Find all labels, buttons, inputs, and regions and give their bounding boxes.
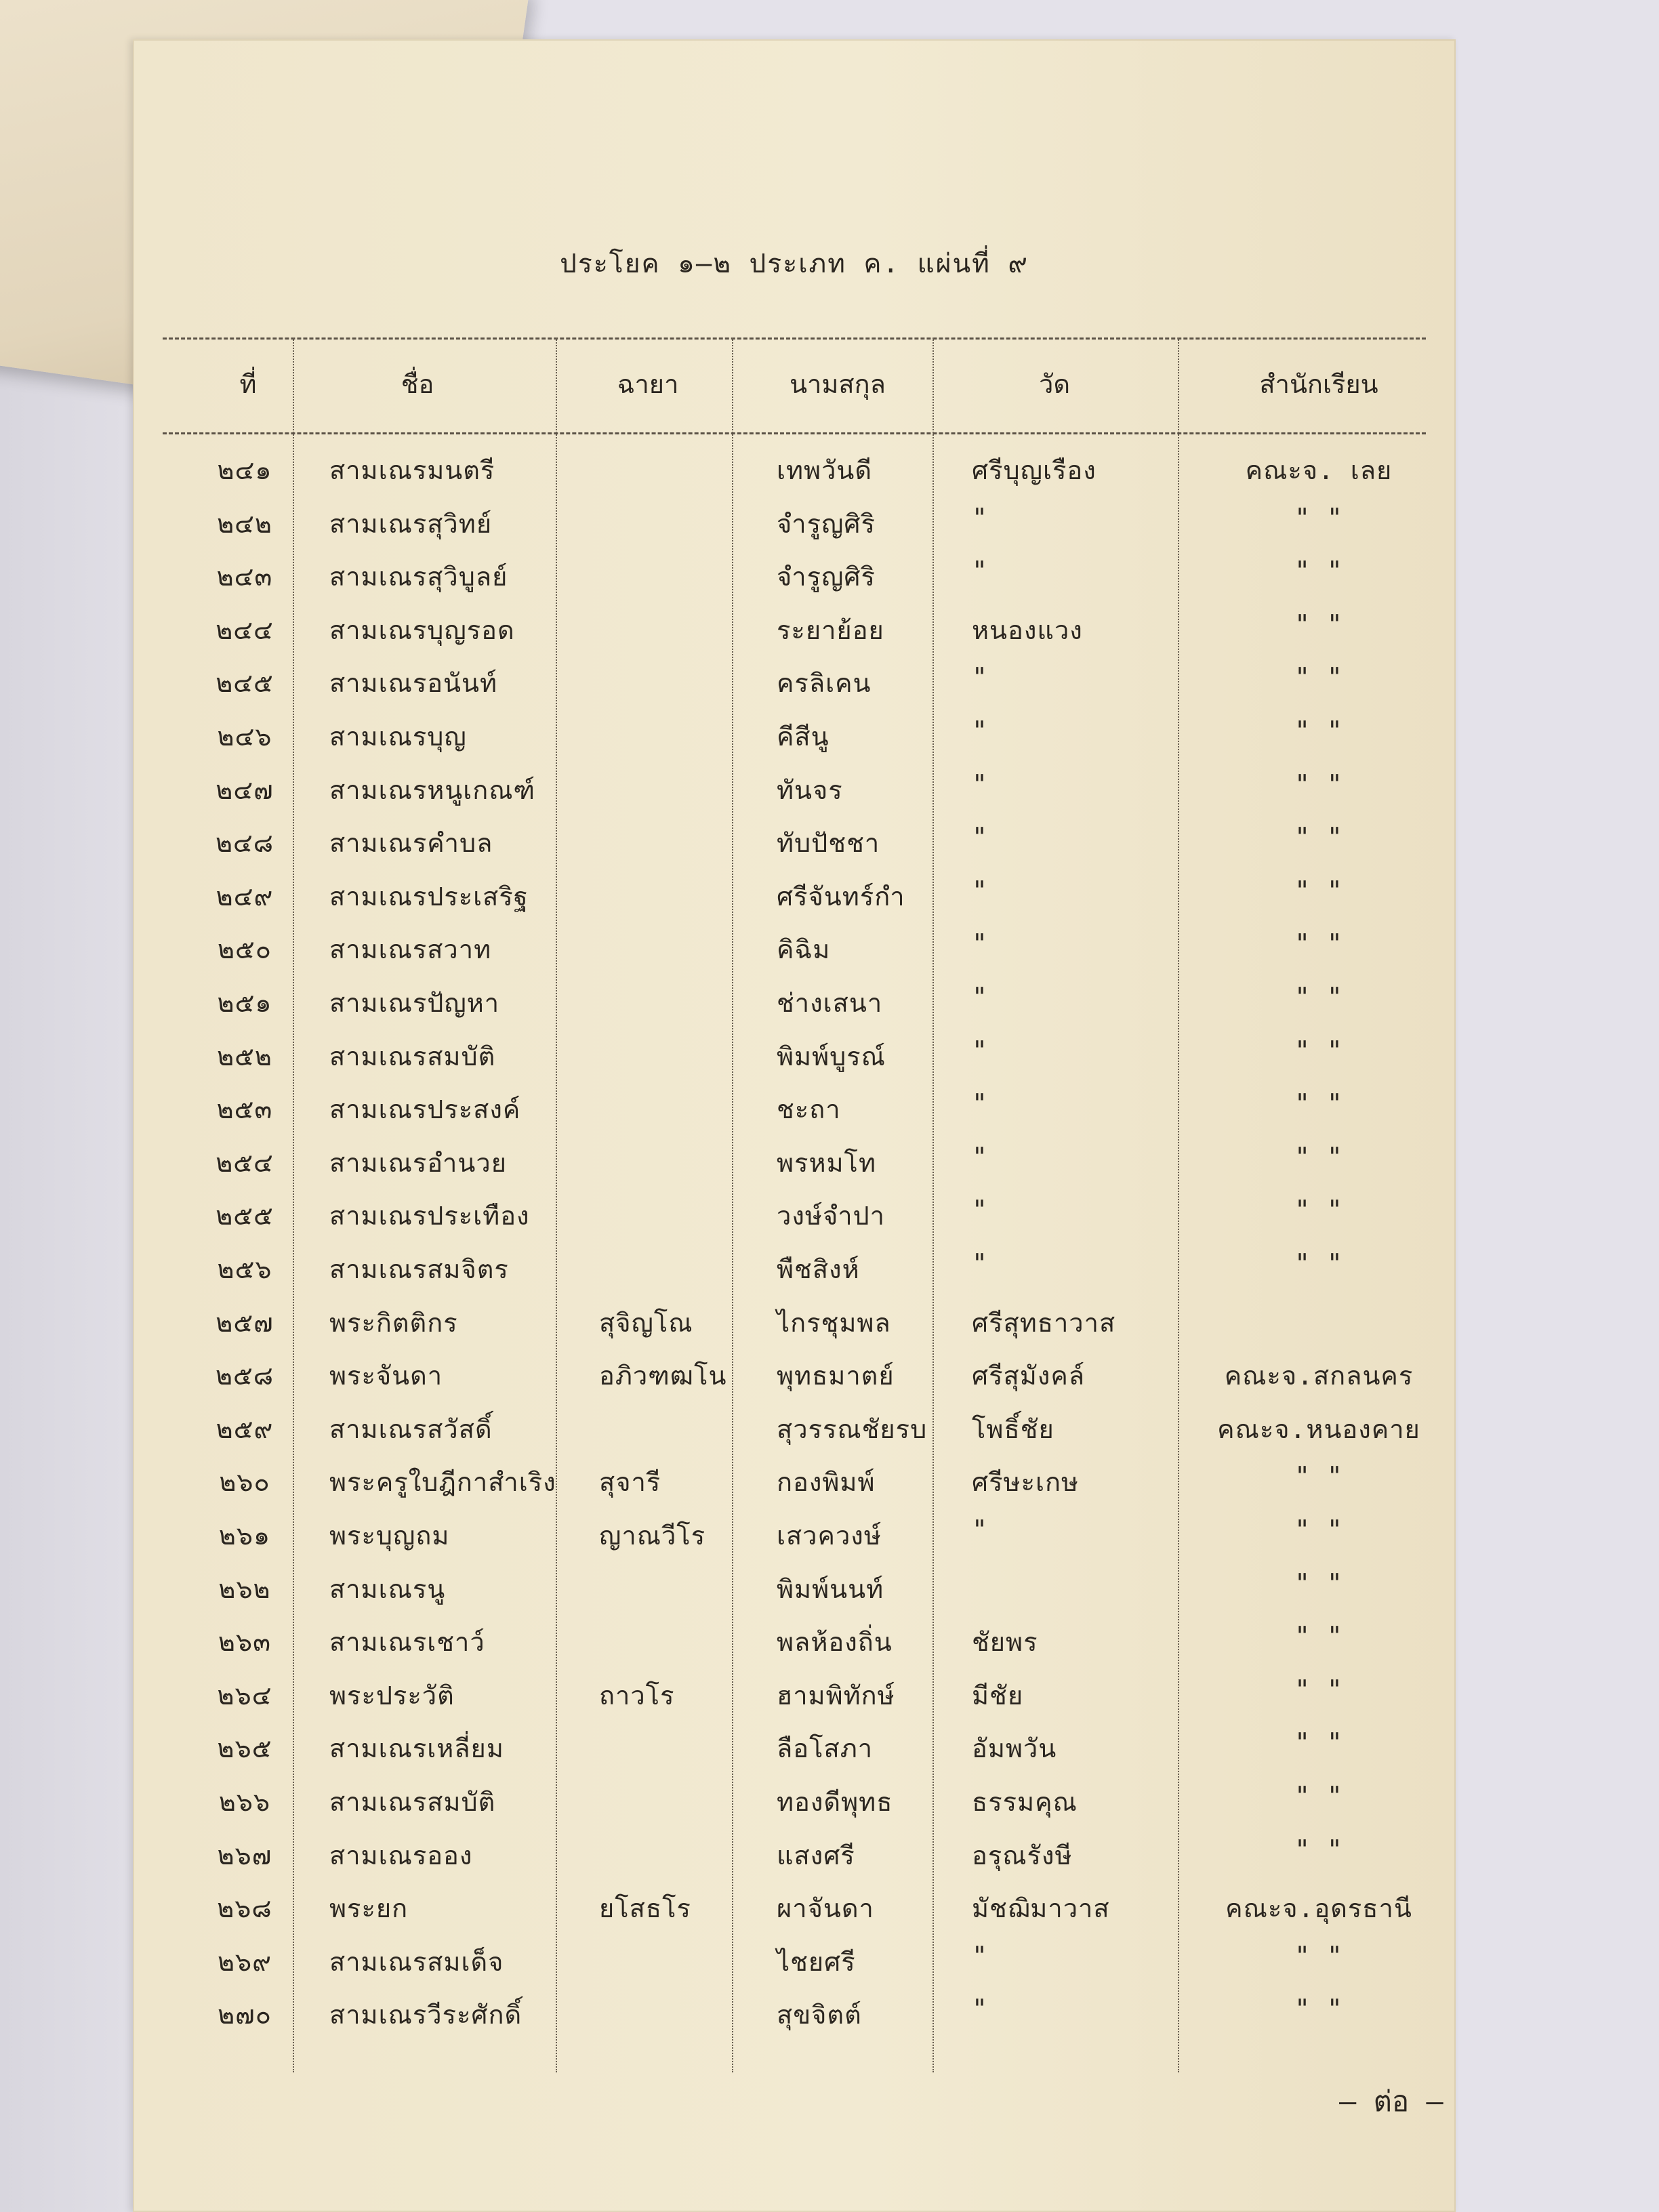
row-surname: แสงศรี <box>777 1840 855 1870</box>
row-number: ๒๔๓ <box>216 562 273 592</box>
row-number: ๒๕๖ <box>217 1254 272 1284</box>
row-name: สามเณรวีระศักดิ์ <box>329 2000 523 2030</box>
page-title: ประโยค ๑–๒ ประเภท ค. แผ่นที่ ๙ <box>560 249 1029 279</box>
row-school: " " <box>1294 1834 1343 1864</box>
row-school: " " <box>1294 662 1343 693</box>
header-alias: ฉายา <box>617 369 679 399</box>
row-name: สามเณรประเสริฐ <box>329 881 529 912</box>
header-top-rule <box>163 337 1426 340</box>
row-temple: โพธิ์ชัย <box>972 1414 1054 1444</box>
table-row <box>133 1195 1456 1246</box>
table-row <box>133 662 1456 714</box>
row-school: " " <box>1294 1195 1343 1225</box>
row-temple: " <box>972 822 988 853</box>
row-school: คณะจ.อุดรธานี <box>1225 1893 1412 1924</box>
row-surname: ทันจร <box>777 775 843 805</box>
row-name: พระบุญถม <box>329 1521 450 1551</box>
row-number: ๒๕๒ <box>217 1041 272 1071</box>
row-school: " " <box>1294 928 1343 959</box>
row-number: ๒๖๒ <box>218 1574 271 1604</box>
row-surname: พรหมโท <box>777 1147 877 1178</box>
row-alias: สุจารี <box>599 1467 661 1498</box>
row-surname: สุขจิตต์ <box>777 2000 862 2030</box>
row-temple: อัมพวัน <box>972 1734 1057 1764</box>
row-school: " " <box>1294 1940 1343 1971</box>
header-school: สำนักเรียน <box>1259 369 1378 399</box>
row-name: พระกิตติกร <box>329 1307 458 1338</box>
row-number: ๒๕๙ <box>216 1414 274 1444</box>
row-name: สามเณรนู <box>329 1574 446 1604</box>
row-school: คณะจ. เลย <box>1245 455 1393 485</box>
header-temple: วัด <box>1038 369 1070 399</box>
row-alias: สุจิญโณ <box>599 1307 693 1338</box>
row-number: ๒๕๓ <box>216 1094 273 1125</box>
row-number: ๒๖๑ <box>218 1521 271 1551</box>
row-name: สามเณรสวาท <box>329 935 492 965</box>
row-name: พระครูใบฎีกาสำเริง <box>329 1467 556 1498</box>
row-surname: พลห้องถิ่น <box>777 1627 893 1658</box>
row-temple: " <box>972 716 988 745</box>
table-row <box>133 556 1456 607</box>
row-number: ๒๔๙ <box>216 881 274 912</box>
row-surname: สุวรรณชัยรบ <box>777 1414 928 1444</box>
row-school: " " <box>1294 769 1343 799</box>
row-alias: ญาณวีโร <box>599 1521 706 1551</box>
row-temple: ธรรมคุณ <box>972 1787 1078 1817</box>
header-bottom-rule <box>163 432 1426 434</box>
table-row <box>133 1941 1456 1992</box>
row-temple: ชัยพร <box>972 1627 1038 1658</box>
table-row <box>133 982 1456 1033</box>
row-surname: ผาจันดา <box>777 1893 874 1924</box>
row-name: สามเณรหนูเกณฑ์ <box>329 775 536 805</box>
row-school: " " <box>1294 716 1343 745</box>
table-row <box>133 609 1456 661</box>
row-school: " " <box>1294 1621 1343 1652</box>
row-name: สามเณรคำบล <box>329 828 493 859</box>
row-number: ๒๕๗ <box>216 1307 274 1338</box>
row-surname: ทับปัชชา <box>777 828 880 859</box>
row-temple: หนองแวง <box>972 615 1083 645</box>
table-row <box>133 1621 1456 1673</box>
table-row <box>133 1515 1456 1566</box>
row-surname: เสวควงษ์ <box>777 1521 882 1551</box>
row-number: ๒๔๕ <box>216 668 274 699</box>
row-temple: " <box>972 1994 988 2024</box>
row-school: " " <box>1294 556 1343 586</box>
row-name: สามเณรประเทือง <box>329 1201 530 1231</box>
row-temple: " <box>972 1035 988 1065</box>
row-number: ๒๖๓ <box>218 1627 272 1658</box>
row-school: " " <box>1294 1088 1343 1119</box>
row-temple: " <box>972 1195 988 1225</box>
row-name: สามเณรสุวิทย์ <box>329 508 493 539</box>
row-temple: " <box>972 1940 988 1971</box>
row-surname: พืชสิงห์ <box>777 1254 860 1284</box>
row-temple: " <box>972 982 988 1012</box>
row-surname: พิมพ์บูรณ์ <box>777 1041 886 1071</box>
row-surname: วงษ์จำปา <box>777 1201 886 1231</box>
row-alias: ยโสธโร <box>599 1893 691 1924</box>
table-row <box>133 716 1456 767</box>
row-name: สามเณรบุญรอด <box>329 615 515 645</box>
row-number: ๒๖๘ <box>217 1893 272 1924</box>
document-page <box>133 39 1456 2212</box>
table-row <box>133 1408 1456 1460</box>
table-row <box>133 1355 1456 1406</box>
table-row <box>133 928 1456 980</box>
row-name: สามเณรสมเด็จ <box>329 1946 504 1977</box>
row-name: สามเณรสมบัติ <box>329 1787 496 1817</box>
table-row <box>133 1994 1456 2045</box>
row-surname: ชะถา <box>777 1094 841 1125</box>
row-school: " " <box>1294 1674 1343 1704</box>
table-row <box>133 1461 1456 1513</box>
row-name: สามเณรอำนวย <box>329 1147 507 1178</box>
row-temple: " <box>972 502 988 533</box>
row-number: ๒๕๕ <box>216 1201 274 1231</box>
row-school: คณะจ.หนองคาย <box>1217 1414 1420 1444</box>
row-temple: มัชฌิมาวาส <box>972 1893 1110 1924</box>
row-surname: กองพิมพ์ <box>777 1467 876 1498</box>
table-row <box>133 449 1456 501</box>
row-name: สามเณรปัญหา <box>329 988 500 1018</box>
header-surname: นามสกุล <box>790 369 886 399</box>
row-surname: คิฉิม <box>777 935 831 965</box>
table-row <box>133 503 1456 554</box>
row-surname: พิมพ์นนท์ <box>777 1574 884 1604</box>
row-name: สามเณรสวัสดิ์ <box>329 1414 493 1444</box>
row-name: สามเณรมนตรี <box>329 455 495 485</box>
row-name: พระประวัติ <box>329 1680 455 1711</box>
row-name: สามเณรสมบัติ <box>329 1041 496 1071</box>
row-number: ๒๔๘ <box>215 828 274 859</box>
row-school: " " <box>1294 875 1343 905</box>
table-row <box>133 1302 1456 1353</box>
table-row <box>133 1142 1456 1193</box>
row-surname: ไชยศรี <box>777 1946 856 1977</box>
row-surname: เทพวันดี <box>777 455 873 485</box>
table-row <box>133 1727 1456 1779</box>
row-temple: " <box>972 769 988 799</box>
table-row <box>133 1568 1456 1620</box>
row-number: ๒๔๔ <box>216 615 274 645</box>
row-school: " " <box>1294 1141 1343 1172</box>
row-name: สามเณรบุญ <box>329 722 467 752</box>
row-temple: " <box>972 662 988 693</box>
row-surname: คีสีนู <box>777 722 830 752</box>
row-school: " " <box>1294 822 1343 853</box>
row-number: ๒๖๕ <box>217 1734 272 1764</box>
row-name: สามเณรอนันท์ <box>329 668 498 699</box>
row-temple: ศรีสุทธาวาส <box>972 1307 1116 1338</box>
row-number: ๒๔๖ <box>217 722 272 752</box>
row-school: " " <box>1294 1035 1343 1065</box>
row-name: สามเณรสุวิบูลย์ <box>329 562 508 592</box>
row-number: ๒๔๑ <box>217 455 272 485</box>
row-school: คณะจ.สกลนคร <box>1224 1361 1414 1391</box>
row-school: " " <box>1294 982 1343 1012</box>
table-row <box>133 1088 1456 1140</box>
row-number: ๒๕๔ <box>216 1147 274 1178</box>
row-temple: " <box>972 1088 988 1119</box>
row-surname: ครลิเคน <box>777 668 872 699</box>
row-number: ๒๖๙ <box>217 1946 272 1977</box>
row-school: " " <box>1294 1781 1343 1811</box>
row-alias: อภิวฑฒโน <box>599 1361 727 1391</box>
row-number: ๒๕๐ <box>217 935 272 965</box>
table-row <box>133 769 1456 821</box>
row-surname: ทองดีพุทธ <box>777 1787 893 1817</box>
row-name: สามเณรประสงค์ <box>329 1094 521 1125</box>
table-row <box>133 1835 1456 1886</box>
header-no: ที่ <box>239 369 257 399</box>
row-temple: ศรีสุมังคล์ <box>972 1361 1086 1391</box>
row-school: " " <box>1294 1461 1343 1492</box>
row-surname: ศรีจันทร์กำ <box>777 881 905 912</box>
row-temple: " <box>972 556 988 586</box>
row-surname: ลือโสภา <box>777 1734 874 1764</box>
row-number: ๒๖๔ <box>217 1680 272 1711</box>
table-row <box>133 1248 1456 1300</box>
row-surname: ไกรชุมพล <box>777 1307 891 1338</box>
row-name: สามเณรออง <box>329 1840 473 1870</box>
row-temple: ศรีบุญเรือง <box>972 455 1097 485</box>
row-temple: " <box>972 875 988 905</box>
table-row <box>133 876 1456 927</box>
row-number: ๒๕๘ <box>215 1361 274 1391</box>
row-number: ๒๖๐ <box>219 1467 270 1498</box>
continued-mark: — ต่อ — <box>1339 2085 1443 2118</box>
row-temple: มีชัย <box>972 1680 1024 1711</box>
row-surname: ฮามพิทักษ์ <box>777 1680 895 1711</box>
row-number: ๒๕๑ <box>217 988 272 1018</box>
row-surname: จำรูญศิริ <box>777 508 876 539</box>
row-surname: จำรูญศิริ <box>777 562 876 592</box>
row-temple: อรุณรังษี <box>972 1840 1073 1870</box>
row-name: สามเณรสมจิตร <box>329 1254 509 1284</box>
table-row <box>133 822 1456 874</box>
table-row <box>133 1036 1456 1087</box>
row-name: สามเณรเชาว์ <box>329 1627 485 1658</box>
row-name: พระจันดา <box>329 1361 443 1391</box>
row-number: ๒๔๗ <box>216 775 274 805</box>
row-number: ๒๔๒ <box>217 508 272 539</box>
row-school: " " <box>1294 1727 1343 1758</box>
row-temple: ศรีษะเกษ <box>972 1467 1080 1498</box>
row-school: " " <box>1294 609 1343 639</box>
row-name: สามเณรเหลี่ยม <box>329 1734 504 1764</box>
row-surname: ช่างเสนา <box>777 988 883 1018</box>
row-school: " " <box>1294 502 1343 533</box>
row-school: " " <box>1294 1515 1343 1544</box>
row-school: " " <box>1294 1568 1343 1598</box>
row-school: " " <box>1294 1248 1343 1278</box>
table-row <box>133 1675 1456 1726</box>
row-temple: " <box>972 1515 988 1544</box>
row-number: ๒๗๐ <box>218 2000 272 2030</box>
row-surname: พุทธมาตย์ <box>777 1361 895 1391</box>
row-temple: " <box>972 1248 988 1278</box>
row-temple: " <box>972 1141 988 1172</box>
row-temple: " <box>972 928 988 959</box>
row-alias: ถาวโร <box>599 1680 675 1711</box>
table-row <box>133 1887 1456 1939</box>
row-name: พระยก <box>329 1893 409 1924</box>
table-row <box>133 1781 1456 1832</box>
row-school: " " <box>1294 1994 1343 2024</box>
header-name: ชื่อ <box>401 369 434 399</box>
row-surname: ระยาย้อย <box>777 615 884 645</box>
row-number: ๒๖๗ <box>217 1840 272 1870</box>
row-number: ๒๖๖ <box>218 1787 271 1817</box>
